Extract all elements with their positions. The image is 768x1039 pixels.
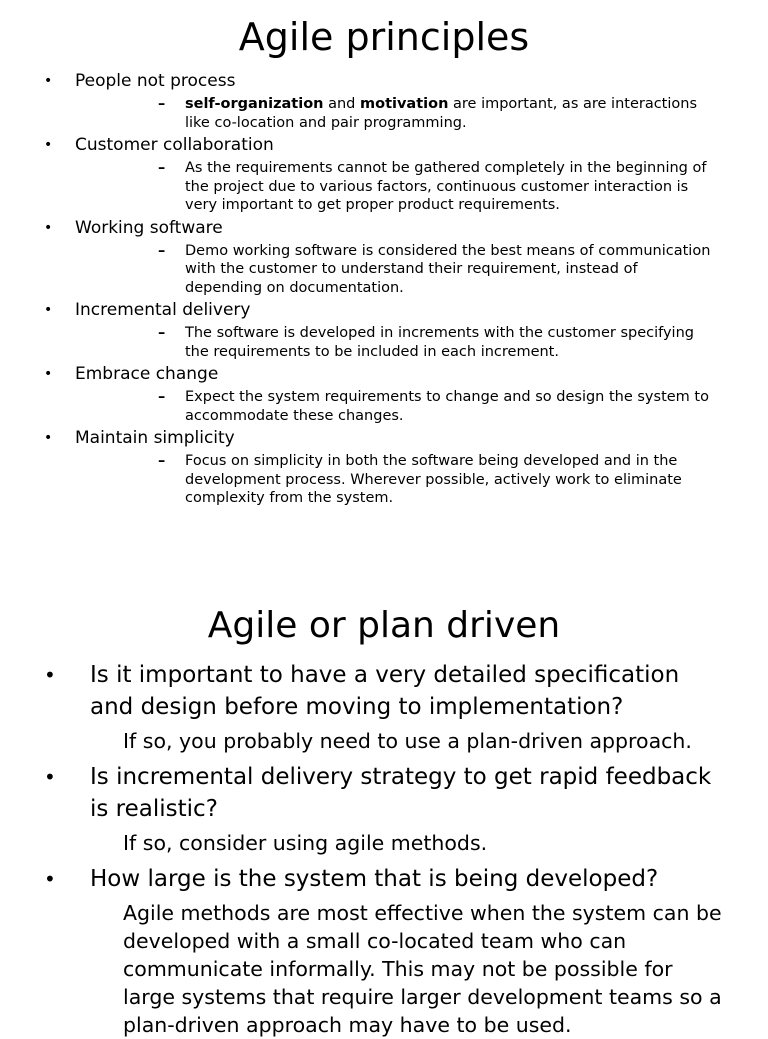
bullet-list — [0, 659, 768, 1039]
dash-icon: – — [158, 242, 166, 259]
sub-bullet — [75, 324, 768, 361]
bullet-label: Embrace change — [75, 364, 219, 384]
slide-title: Agile or plan driven — [207, 605, 561, 646]
bullet-label: Is it important to have a very detailed specification and design before moving to implementation? — [90, 662, 680, 720]
sub-bullet — [75, 452, 768, 508]
bullet-icon: • — [44, 867, 56, 891]
bullet-note: If so, consider using agile methods. — [123, 831, 488, 855]
bullet-label: Working software — [75, 217, 223, 238]
bullet-icon: • — [44, 302, 53, 318]
sub-bullet — [75, 159, 768, 215]
bullet-item — [0, 428, 768, 508]
sub-text: Expect the system requirements to change and so design the system to accommodate these changes. — [185, 389, 709, 424]
bullet-item — [0, 863, 768, 895]
bold-term: self-organization — [185, 96, 324, 112]
bullet-item — [0, 300, 768, 361]
bullet-label: How large is the system that is being developed? — [90, 866, 659, 892]
sub-text: As the requirements cannot be gathered completely in the beginning of the project due to various factors, continuous customer interaction is very important to get proper product requirements. — [185, 160, 707, 213]
dash-icon: – — [158, 160, 166, 176]
bullet-item — [0, 218, 768, 298]
bullet-item — [0, 71, 768, 132]
sub-bullet — [75, 242, 768, 298]
sub-bullet — [75, 388, 768, 425]
bold-term: motivation — [360, 96, 449, 112]
bullet-icon: • — [44, 137, 53, 153]
bullet-icon: • — [44, 430, 53, 446]
bullet-note: If so, you probably need to use a plan-driven approach. — [123, 729, 692, 753]
dash-icon: – — [158, 389, 166, 405]
bullet-note: Agile methods are most effective when the system can be developed with a small co-located team who can communicate informally. This may not be possible for large systems that require larger development teams so a plan-driven approach may have to be used. — [123, 901, 722, 1037]
bullet-item — [0, 761, 768, 825]
bullet-icon: • — [44, 765, 56, 789]
sub-text: are important, as are interactions like co-location and pair programming. — [185, 96, 698, 131]
sub-bullet — [75, 95, 768, 132]
bullet-label: Maintain simplicity — [75, 428, 235, 448]
dash-icon: – — [158, 453, 166, 469]
bullet-label: Incremental delivery — [75, 300, 251, 320]
sub-text: Focus on simplicity in both the software being developed and in the development process. Wherever possible, actively work to eliminate complexity from the system. — [185, 453, 682, 506]
bullet-label: Is incremental delivery strategy to get rapid feedback is realistic? — [90, 764, 712, 822]
bullet-icon: • — [44, 219, 53, 236]
sub-text: Demo working software is considered the best means of communication with the customer to understand their requirement, instead of depending on documentation. — [185, 242, 711, 296]
bullet-icon: • — [44, 366, 53, 382]
bullet-item — [0, 659, 768, 723]
bullet-list — [0, 71, 768, 508]
dash-icon: – — [158, 96, 166, 112]
bullet-label: Customer collaboration — [75, 135, 274, 155]
bullet-icon: • — [44, 73, 53, 89]
dash-icon: – — [158, 325, 166, 341]
slide-title: Agile principles — [238, 15, 530, 59]
sub-text: and — [323, 96, 360, 112]
bullet-icon: • — [44, 663, 56, 687]
slide-agile-or-plan-driven — [0, 560, 768, 1037]
bullet-item — [0, 135, 768, 215]
sub-text: The software is developed in increments with the customer specifying the requirements to be included in each increment. — [185, 325, 694, 360]
bullet-label: People not process — [75, 71, 236, 91]
bullet-item — [0, 364, 768, 425]
